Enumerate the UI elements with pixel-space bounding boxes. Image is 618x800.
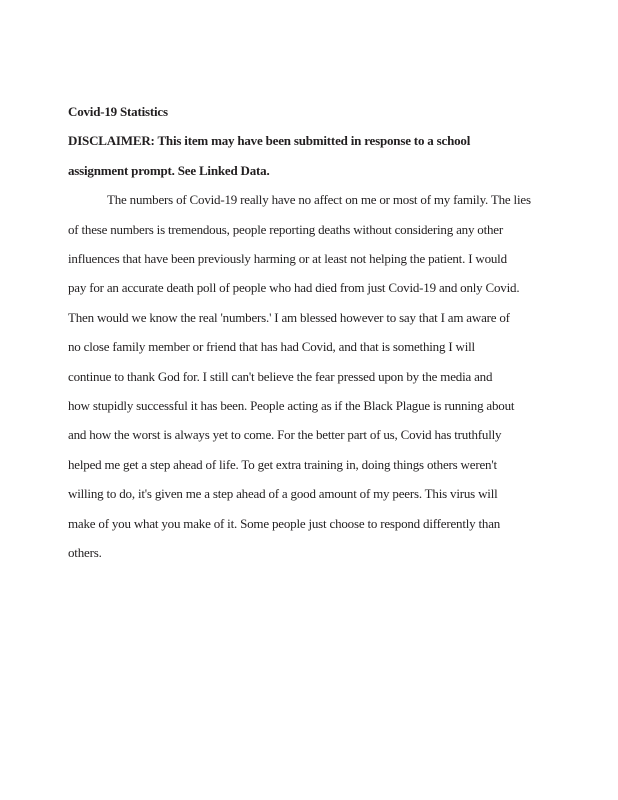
essay-paragraph-line: how stupidly successful it has been. People acting as if the Black Plague is running about	[68, 398, 515, 414]
essay-paragraph-line: Then would we know the real 'numbers.' I am blessed however to say that I am aware of	[68, 309, 510, 325]
essay-paragraph-line: and how the worst is always yet to come. For the better part of us, Covid has truthfully	[68, 427, 502, 443]
essay-paragraph	[68, 185, 560, 567]
document-title: Covid-19 Statistics	[68, 104, 168, 119]
essay-paragraph-line: make of you what you make of it. Some people just choose to respond differently than	[68, 515, 501, 531]
essay-paragraph-line: pay for an accurate death poll of people who had died from just Covid-19 and only Covid.	[68, 280, 520, 296]
essay-paragraph-line: continue to thank God for. I still can't believe the fear pressed upon by the media and	[68, 368, 493, 384]
disclaimer-paragraph-line: DISCLAIMER: This item may have been submitted in response to a school	[68, 133, 471, 149]
disclaimer-paragraph	[68, 126, 560, 185]
essay-paragraph-line: of these numbers is tremendous, people reporting deaths without considering any other	[68, 221, 504, 237]
disclaimer-paragraph-line: assignment prompt. See Linked Data.	[68, 162, 270, 178]
document-content	[68, 97, 560, 568]
essay-paragraph-line: The numbers of Covid-19 really have no affect on me or most of my family. The lies	[107, 192, 531, 208]
essay-paragraph-line: helped me get a step ahead of life. To get extra training in, doing things others weren't	[68, 456, 497, 472]
essay-paragraph-line: influences that have been previously harming or at least not helping the patient. I would	[68, 251, 507, 267]
essay-paragraph-line: willing to do, it's given me a step ahead of a good amount of my peers. This virus will	[68, 486, 498, 502]
essay-paragraph-line: others.	[68, 545, 102, 561]
essay-paragraph-line: no close family member or friend that has had Covid, and that is something I will	[68, 339, 475, 355]
